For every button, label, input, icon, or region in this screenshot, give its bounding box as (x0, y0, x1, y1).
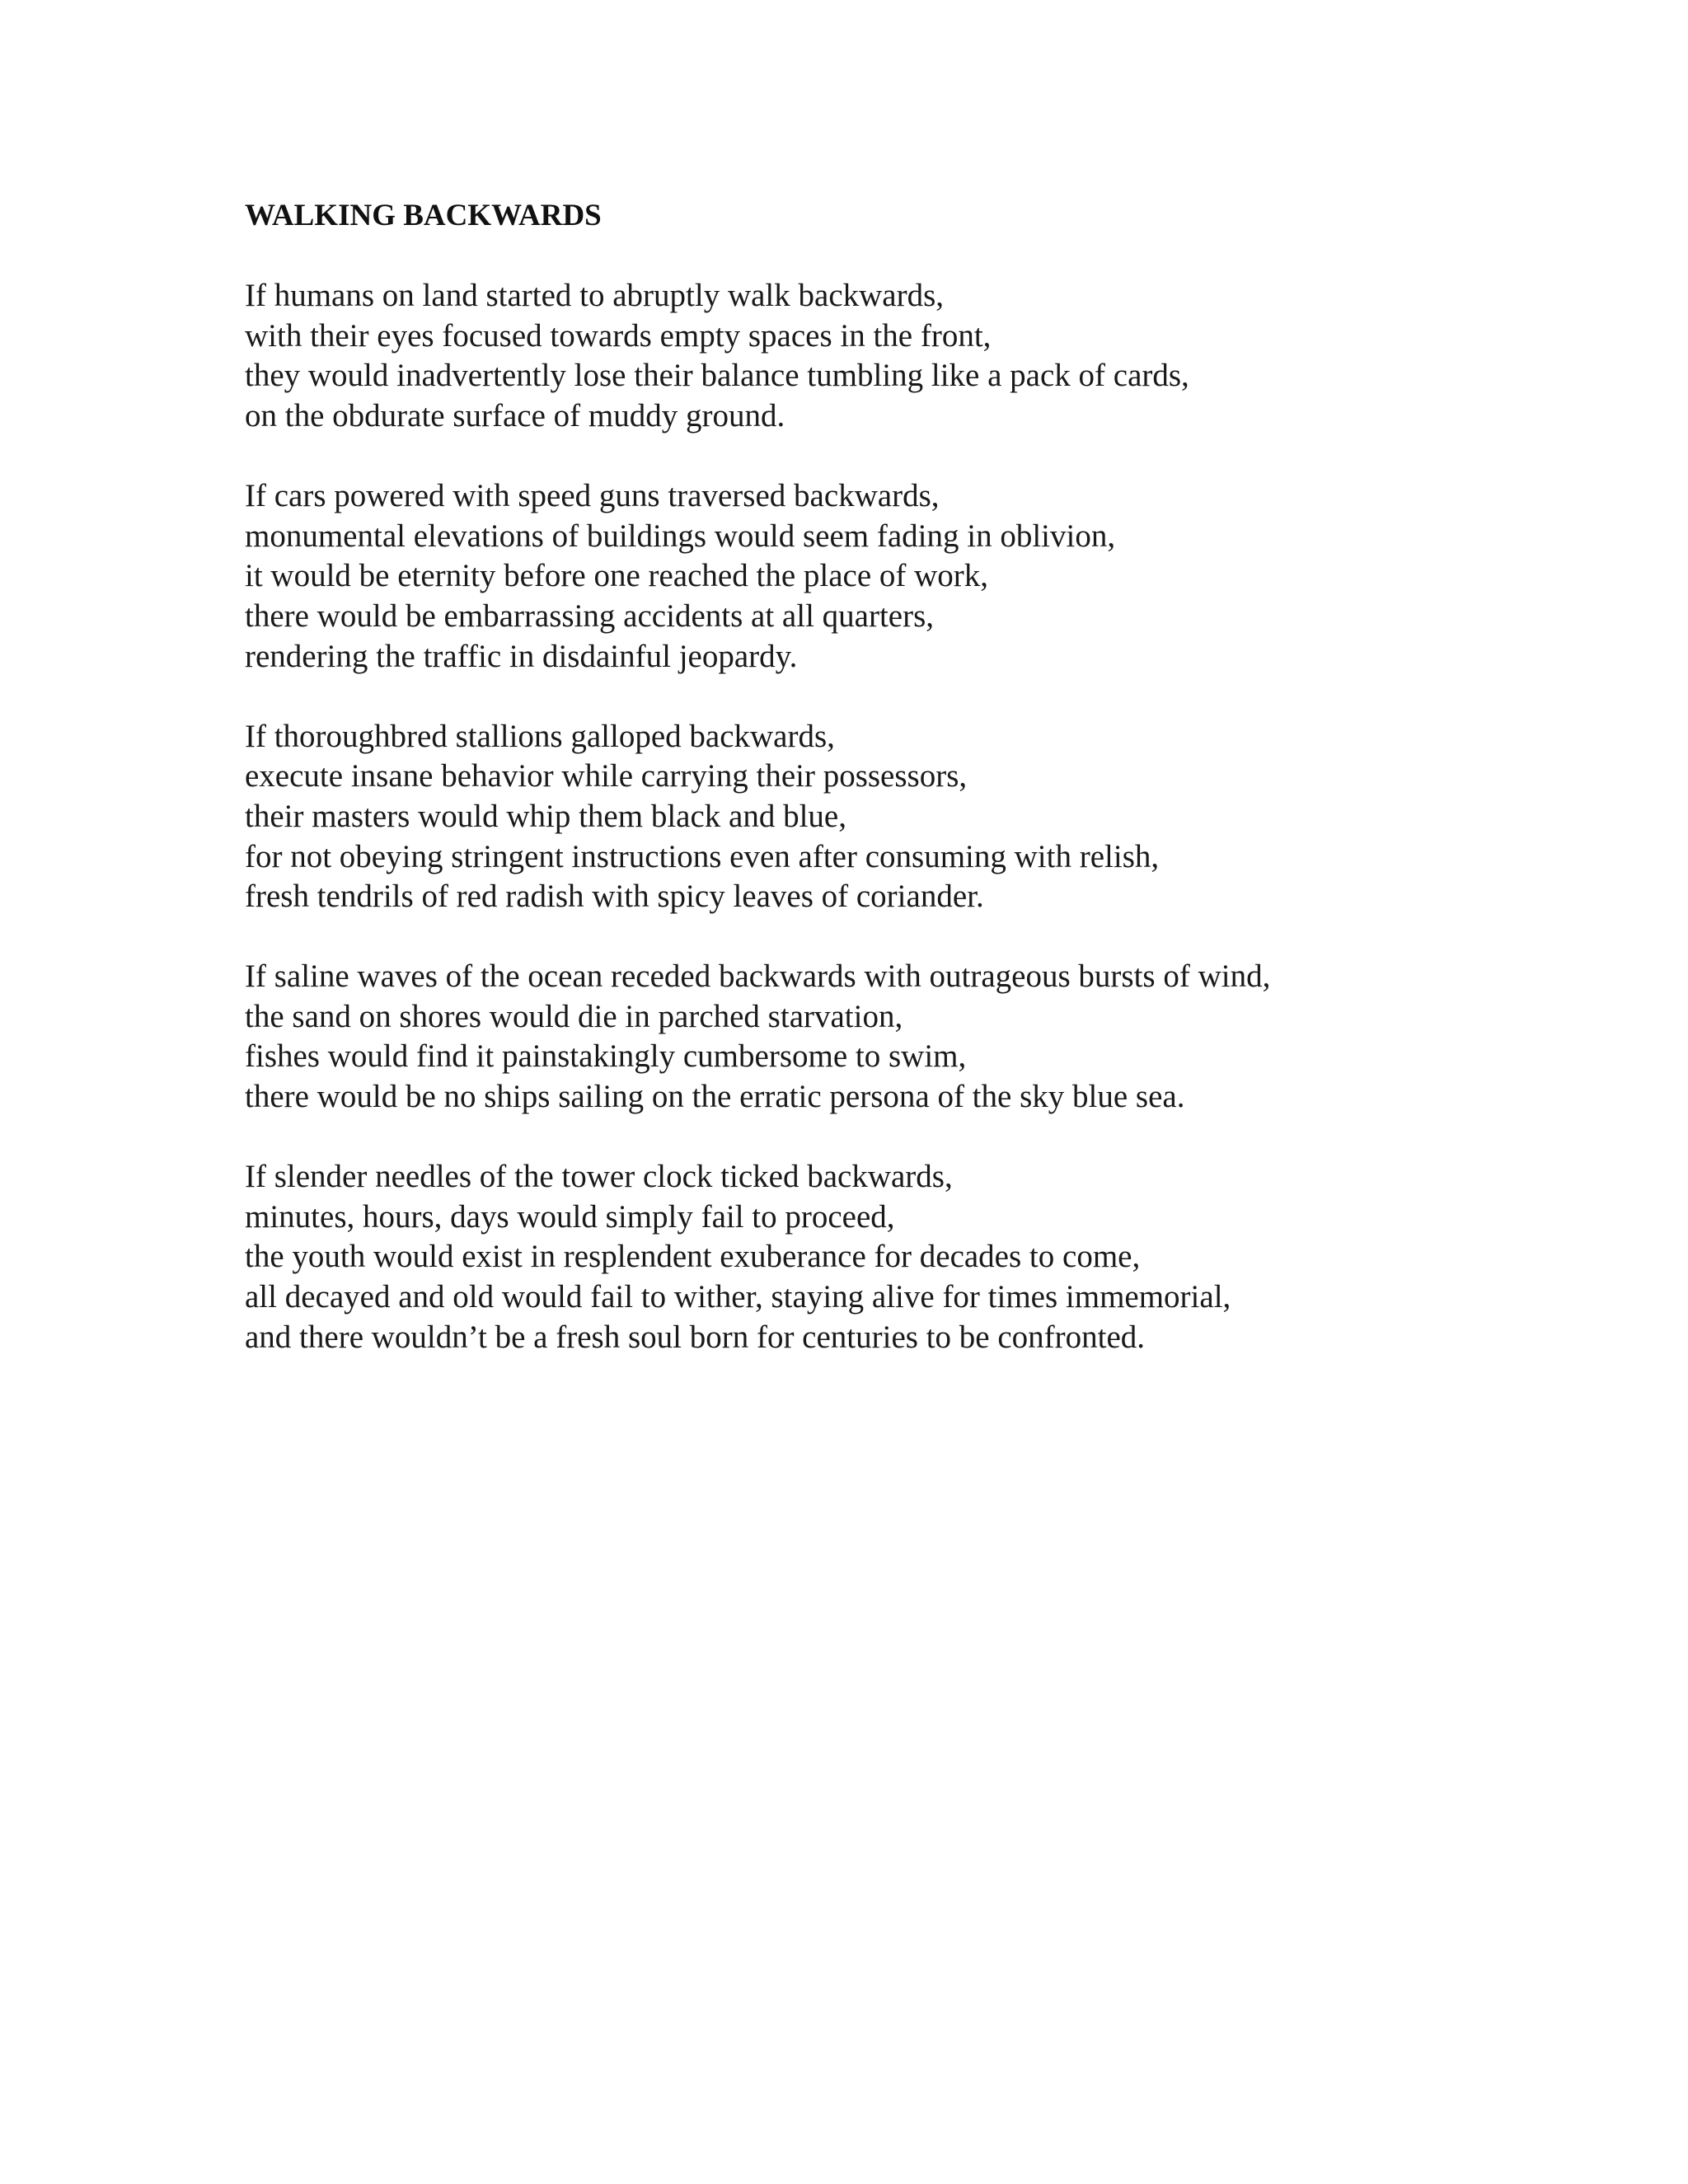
poem-line: the youth would exist in resplendent exuberance for decades to come, (245, 1239, 1141, 1275)
poem-line: If thoroughbred stallions galloped backwards, (245, 718, 835, 754)
stanza-1 (245, 276, 1646, 436)
poem-line: for not obeying stringent instructions even after consuming with relish, (245, 838, 1160, 874)
stanza-3 (245, 717, 1646, 917)
poem-line: it would be eternity before one reached the place of work, (245, 558, 989, 594)
poem-line: If humans on land started to abruptly walk backwards, (245, 278, 945, 314)
poem-line: If cars powered with speed guns traversed backwards, (245, 478, 940, 514)
poem-line: the sand on shores would die in parched starvation, (245, 998, 903, 1034)
poem-line: on the obdurate surface of muddy ground. (245, 397, 785, 434)
poem-line: fresh tendrils of red radish with spicy leaves of coriander. (245, 879, 984, 915)
poem (245, 196, 1646, 1398)
poem-line: there would be embarrassing accidents at all quarters, (245, 598, 935, 634)
poem-title: WALKING BACKWARDS (245, 199, 602, 232)
poem-line: their masters would whip them black and blue, (245, 798, 846, 834)
stanza-4 (245, 957, 1646, 1117)
poem-line: and there wouldn’t be a fresh soul born for centuries to be confronted. (245, 1319, 1146, 1355)
poem-line: fishes would find it painstakingly cumbersome to swim, (245, 1038, 967, 1075)
poem-line: minutes, hours, days would simply fail to proceed, (245, 1198, 895, 1235)
poem-line: If saline waves of the ocean receded backwards with outrageous bursts of wind, (245, 958, 1271, 995)
poem-line: with their eyes focused towards empty spaces in the front, (245, 317, 992, 354)
poem-line: monumental elevations of buildings would seem fading in oblivion, (245, 518, 1116, 554)
poem-line: all decayed and old would fail to wither, staying alive for times immemorial, (245, 1279, 1231, 1315)
stanza-5 (245, 1157, 1646, 1357)
poem-line: If slender needles of the tower clock ticked backwards, (245, 1159, 953, 1195)
stanza-2 (245, 476, 1646, 677)
poem-line: there would be no ships sailing on the erratic persona of the sky blue sea. (245, 1079, 1185, 1115)
poem-line: rendering the traffic in disdainful jeopardy. (245, 638, 798, 674)
poem-line: they would inadvertently lose their balance tumbling like a pack of cards, (245, 358, 1189, 394)
poem-line: execute insane behavior while carrying their possessors, (245, 758, 968, 794)
